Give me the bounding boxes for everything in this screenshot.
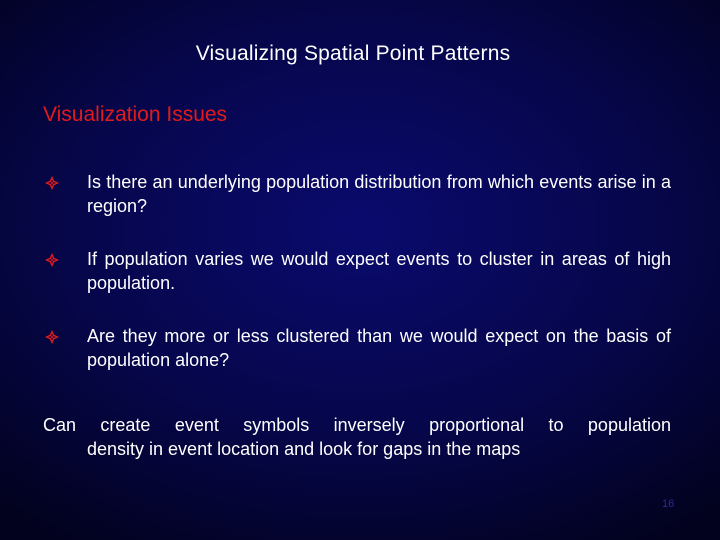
bullet-text: If population varies we would expect events to cluster in areas of high population. xyxy=(87,249,671,293)
bullet-item xyxy=(43,247,671,295)
slide-title: Visualizing Spatial Point Patterns xyxy=(195,42,511,65)
diamond-bullet-icon xyxy=(45,176,59,190)
closing-paragraph xyxy=(43,413,671,461)
slide-subtitle: Visualization Issues xyxy=(43,103,228,126)
closing-line-1: Can create event symbols inversely proportional to population xyxy=(43,415,671,435)
bullet-item xyxy=(43,324,671,372)
bullet-list xyxy=(43,170,671,372)
bullet-item xyxy=(43,170,671,218)
bullet-text: Is there an underlying population distribution from which events arise in a region? xyxy=(87,172,671,216)
diamond-bullet-icon xyxy=(45,330,59,344)
closing-line-2: density in event location and look for gaps in the maps xyxy=(87,439,521,459)
page-number: 16 xyxy=(662,498,675,510)
diamond-bullet-icon xyxy=(45,253,59,267)
bullet-text: Are they more or less clustered than we would expect on the basis of population alone? xyxy=(87,326,671,370)
